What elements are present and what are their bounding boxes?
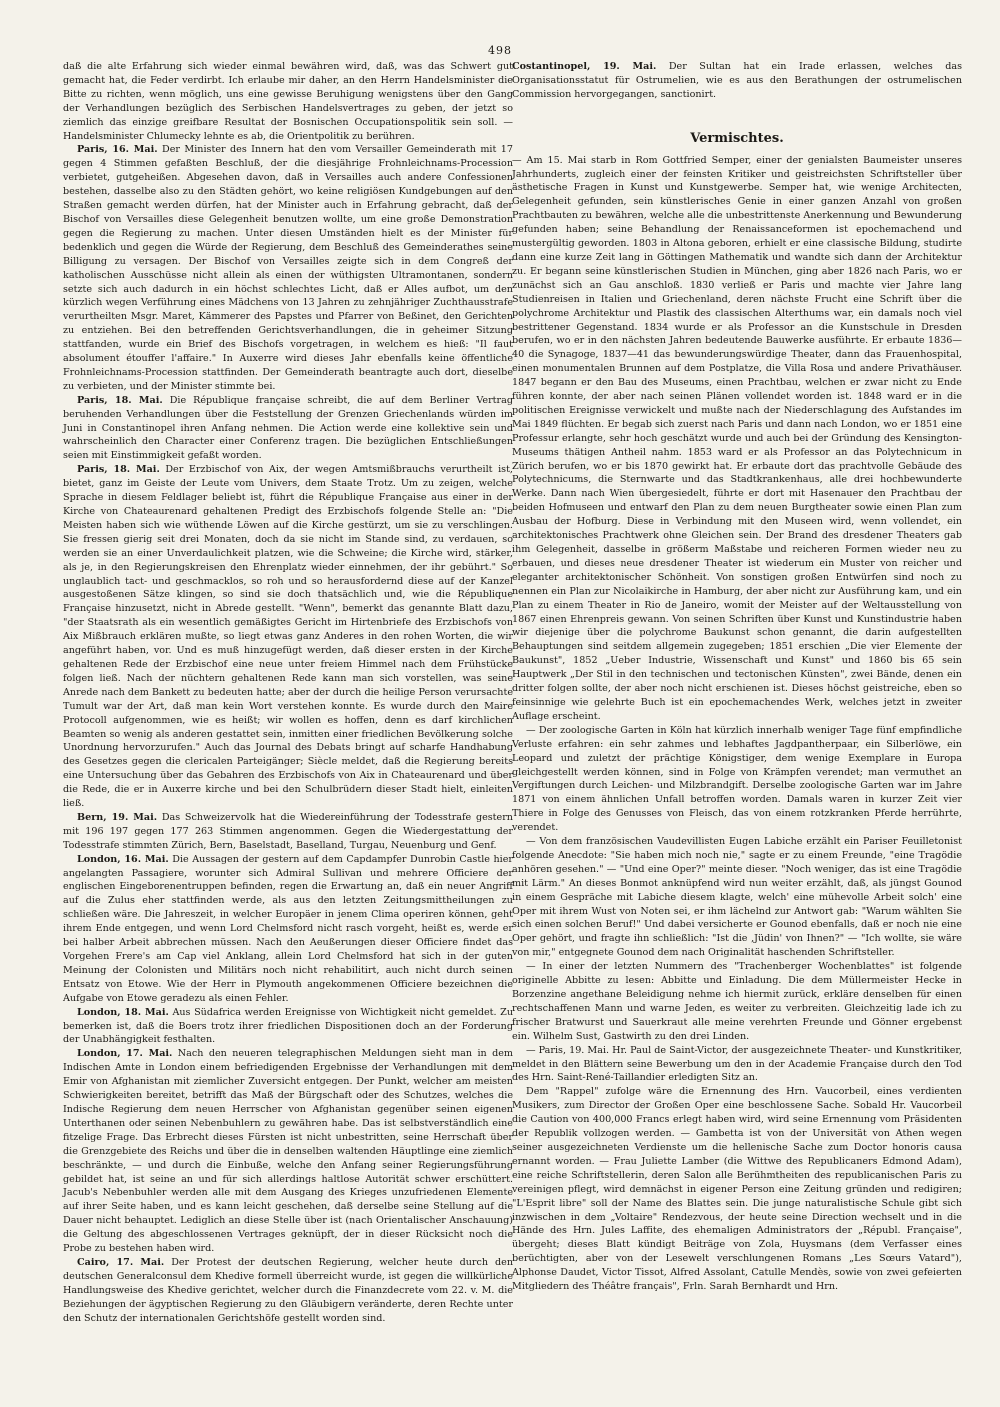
article-paragraph: Paris, 18. Mai. Die République française schreibt, die auf dem Berliner Vertrag beruhenden Verhandlungen über die Feststellung der Grenzen Griechenlands würden im Juni in Constantinopel ihren Anfang nehmen. Die Action werde eine kollektive sein und wahrscheinlich den Character einer Conferenz tragen. Die bezüglichen Entschließungen seien mit Einstimmigkeit gefaßt worden. [63, 394, 513, 462]
article-paragraph: Paris, 16. Mai. Der Minister des Innern hat den vom Versailler Gemeinderath mit 17 gegen 4 Stimmen gefaßten Beschluß, der die diesjährige Frohnleichnams-Procession verbietet, gutgeheißen. Abgesehen davon, daß in Versailles auch andere Confessionen bestehen, dasselbe also zu den Städten gehört, wo keine religiösen Kundgebungen auf den Straßen gemacht werden dürfen, hat der Minister auch in Erfahrung gebracht, daß der Bischof von Versailles diese Gelegenheit benutzen wollte, um eine große Demonstration gegen die Regierung zu machen. Unter diesen Umständen hielt es der Minister für bedenklich und gegen die Würde der Regierung, dem Beschluß des Gemeinderathes seine Billigung zu versagen. Der Bischof von Versailles zeigte sich in dem Congreß der katholischen Ausschüsse nicht allein als einen der wüthigsten Ultramontanen, sondern setzte sich auch dadurch in ein höchst schlechtes Licht, daß er Alles aufbot, um den kürzlich wegen Verführung eines Mädchens von 13 Jahren zu zehnjähriger Zuchthausstrafe verurtheilten Msgr. Maret, Kämmerer des Papstes und Pfarrer von Beßinet, den Gerichten zu entziehen. Bei den betreffenden Gerichtsverhandlungen, die in geheimer Sitzung stattfanden, wurde ein Brief des Bischofs vorgetragen, in welchem es hieß: "Il faut absolument étouffer l'affaire." In Auxerre wird dieses Jahr ebenfalls keine öffentliche Frohnleichnams-Procession stattfinden. Der Gemeinderath beantragte auch dort, dieselbe zu verbieten, und der Minister stimmte bei. [63, 144, 513, 392]
article-dateline: Bern, 19. Mai. [77, 811, 158, 823]
left-column [63, 60, 513, 1325]
miscellany-paragraph: Dem "Rappel" zufolge wäre die Ernennung des Hrn. Vaucorbeil, eines verdienten Musikers, zum Director der Großen Oper eine beschlossene Sache. Sobald Hr. Vaucorbeil die Caution von 400,000 Francs erlegt haben wird, wird seine Ernennung vom Präsidenten der Republik vollzogen werden. — Gambetta ist von der Universität von Athen wegen seiner ausgezeichneten Verdienste um die hellenische Sache zum Doctor honoris causa ernannt worden. — Frau Juliette Lamber (die Wittwe des Republicaners Edmond Adam), eine reiche Schriftstellerin, deren Salon alle Berühmtheiten des republicanischen Paris zu vereinigen pflegt, wird demnächst in eigener Person eine Zeitung gründen und redigiren; "L'Esprit libre" soll der Name des Blattes sein. Die junge naturalistische Schule gibt sich inzwischen in dem „Voltaire" Rendezvous, der heute seine Direction wechselt und in die Hände des Hrn. Jules Laffite, des ehemaligen Administrators der „Républ. Française", übergeht; dieses Blatt kündigt Beiträge von Zola, Huysmans (dem Verfasser eines berüchtigten, aber von der Lesewelt verschlungenen Romans „Les Sœurs Vatard"), Alphonse Daudet, Victor Tissot, Alfred Assolant, Catulle Mendès, sowie von zwei gefeierten Mitgliedern des Théâtre français", Frln. Sarah Bernhardt und Hrn. [512, 1086, 962, 1293]
article-paragraph: Cairo, 17. Mai. Der Protest der deutschen Regierung, welcher heute durch den deutschen Generalconsul dem Khedive formell überreicht wurde, ist gegen die willkürliche Handlungsweise des Khedive gerichtet, welcher durch die Finanzdecrete vom 22. v. M. die Beziehungen der ägyptischen Regierung zu den Gläubigern veränderte, deren Rechte unter den Schutz der internationalen Gerichtshöfe gestellt worden sind. [63, 1256, 513, 1324]
section-heading: Vermischtes. [690, 130, 784, 146]
miscellany-paragraph: — Von dem französischen Vaudevillisten Eugen Labiche erzählt ein Pariser Feuilletonist folgende Anecdote: "Sie haben mich noch nie," sagte er zu einem Freunde, "eine Tragödie anhören gesehen." — "Und eine Oper?" meinte dieser. "Noch weniger, das ist eine Tragödie mit Lärm." An dieses Bonmot anknüpfend wird nun weiter erzählt, daß, als jüngst Gounod in einem Gespräche mit Labiche diesem klagte, welch' eine mühevolle Arbeit solch' eine Oper mit ihrem Wust von Noten sei, er ihm lächelnd zur Antwort gab: "Warum wählten Sie sich einen solchen Beruf!" Und dabei versicherte er Gounod ebenfalls, daß er noch nie eine Oper gehört, und fragte ihn schließlich: "Ist die ‚Jüdin' von Ihnen?" — "Ich wollte, sie wäre von mir," entgegnete Gounod dem nach Originalität haschenden Schriftsteller. [512, 836, 962, 959]
article-dateline: London, 17. Mai. [77, 1048, 173, 1060]
article-dateline: Paris, 18. Mai. [77, 394, 163, 406]
page-number: 498 [488, 44, 512, 57]
article-paragraph: Paris, 18. Mai. Der Erzbischof von Aix, der wegen Amtsmißbrauchs verurtheilt ist, bietet, ganz im Geiste der Leute vom Univers, dem Staate Trotz. Um zu zeigen, welche Sprache in diesem Feldlager beliebt ist, führt die République Française aus einer in der Kirche von Chateaurenard gehaltenen Predigt des Erzbischofs folgende Stelle an: "Die Meisten haben sich wie wüthende Löwen auf die Kirche gestürzt, um sie zu verschlingen. Sie fressen gierig seit drei Monaten, doch da sie nicht im Stande sind, zu verdauen, so werden sie an einer Unverdaulichkeit platzen, wie die Schweine; die Kirche wird, stärker, als je, in den Regierungskreisen den Ehrenplatz wieder einnehmen, der ihr gebührt." So unglaublich tact- und geschmacklos, so roh und so herausfordernd diese auf der Kanzel ausgestoßenen Sätze klingen, so sind sie doch thatsächlich und, wie die République Française hinzusetzt, nicht in Abrede gestellt. "Wenn", bemerkt das genannte Blatt dazu, "der Staatsrath als ein wesentlich gemäßigtes Gericht im Hirtenbriefe des Erzbischofs von Aix Mißbrauch erklären mußte, so liegt etwas ganz Anderes in den rohen Worten, die wir angeführt haben, vor. Und es muß hinzugefügt werden, daß dieser ersten in der Kirche gehaltenen Rede der Erzbischof eine neue unter freiem Himmel nach dem Frühstücke folgen ließ. Nach der nüchtern gehaltenen Rede kann man sich vorstellen, was seine Anrede nach dem Bankett zu bedeuten hatte; aber der durch die heilige Person verursachte Tumult war der Art, daß man kein Wort verstehen konnte. Es wurde durch den Maire Protocoll aufgenommen, wie es heißt; wir wollen es hoffen, denn es darf kirchlichen Beamten so wenig als anderen gestattet sein, inmitten einer friedlichen Bevölkerung solche Unordnung hervorzurufen." Auch das Journal des Debats bringt auf scharfe Handhabung des Gesetzes gegen die clericalen Parteigänger; Siècle meldet, daß die Regierung bereits eine Untersuchung über das Gebahren des Erzbischofs von Aix in Chateaurenard und über die Rede, die er in Auxerre kirche und bei den Schulbrüdern dieser Stadt hielt, einleiten ließ. [63, 464, 513, 810]
article-dateline: Cairo, 17. Mai. [77, 1256, 165, 1268]
miscellany-paragraph: — Der zoologische Garten in Köln hat kürzlich innerhalb weniger Tage fünf empfindliche Verluste erfahren: ein sehr zahmes und lebhaftes Jagdpantherpaar, ein Silberlöwe, ein Leopard und zuletzt der prächtige Königstiger, dem wenige Exemplare in Europa gleichgestellt werden können, sind in Folge von Krämpfen verendet; man vermuthet an Vergiftungen durch Leichen- und Milzbrandgift. Derselbe zoologische Garten war im Jahre 1871 von einem ähnlichen Unfall betroffen worden. Damals waren in kurzer Zeit vier Thiere in Folge des Genusses von Fleisch, das von einem rotzkranken Pferde herrührte, verendet. [512, 724, 962, 834]
article-paragraph: Bern, 19. Mai. Das Schweizervolk hat die Wiedereinführung der Todesstrafe gestern mit 196 197 gegen 177 263 Stimmen angenommen. Gegen die Wiedergestattung der Todesstrafe stimmten Zürich, Bern, Baselstadt, Baselland, Turgau, Neuenburg und Genf. [63, 811, 513, 851]
article-paragraph: daß die alte Erfahrung sich wieder einmal bewähren wird, daß, was das Schwert gut gemacht hat, die Feder verdirbt. Ich erlaube mir daher, an den Herrn Handelsminister die Bitte zu richten, wenn möglich, uns eine gewisse Beruhigung wenigstens über den Gang der Verhandlungen bezüglich des Serbischen Handelsvertrages zu geben, der jetzt so ziemlich das einzige greifbare Resultat der Bosnischen Occupationspolitik sein soll. — Handelsminister Chlumecky lehnte es ab, die Orientpolitik zu berühren. [63, 61, 513, 142]
article-dateline: London, 16. Mai. [77, 853, 169, 865]
article-dateline: London, 18. Mai. [77, 1006, 169, 1018]
article-paragraph: Costantinopel, 19. Mai. Der Sultan hat ein Irade erlassen, welches das Organisationsstatut für Ostrumelien, wie es aus den Berathungen der ostrumelischen Commission hervorgegangen, sanctionirt. [512, 61, 962, 100]
miscellany-paragraph: — Paris, 19. Mai. Hr. Paul de Saint-Victor, der ausgezeichnete Theater- und Kunstkritiker, meldet in den Blättern seine Bewerbung um den in der Academie Française durch den Tod des Hrn. Saint-René-Taillandier erledigten Sitz an. [512, 1044, 962, 1084]
article-dateline: Paris, 16. Mai. [77, 144, 158, 156]
article-dateline: Costantinopel, 19. Mai. [512, 61, 657, 72]
article-paragraph: London, 17. Mai. Nach den neueren telegraphischen Meldungen sieht man in dem Indischen Amte in London einem befriedigenden Ergebnisse der Verhandlungen mit dem Emir von Afghanistan mit ziemlicher Zuversicht entgegen. Der Punkt, welcher am meisten Schwierigkeiten bereitet, betrifft das Maß der Bürgschaft oder des Schutzes, welches die Indische Regierung dem neuen Herrscher von Afghanistan gegenüber seinen eigenen Unterthanen oder seinen Nebenbuhlern zu gewähren habe. Das ist selbstverständlich eine fitzelige Frage. Das Erbrecht dieses Fürsten ist nicht unbestritten, seine Herrschaft über die Grenzgebiete des Reichs und über die in denselben waltenden Häuptlinge eine ziemlich beschränkte, — und durch die Einbuße, welche den Anfang seiner Regierungsführung gebildet hat, ist seine an und für sich allerdings haltlose Autorität schwer erschüttert. Jacub's Nebenbuhler werden alle mit dem Ausgang des Krieges unzufriedenen Elemente auf ihrer Seite haben, und es kann leicht geschehen, daß derselbe seine Stellung auf die Dauer nicht behauptet. Lediglich an diese Stelle über ist (nach Orientalischer Anschauung) die Geltung des abgeschlossenen Vertrages geknüpft, der in dieser Rücksicht noch die Probe zu bestehen haben wird. [63, 1048, 513, 1255]
miscellany-paragraph: — In einer der letzten Nummern des "Trachenberger Wochenblattes" ist folgende originelle Abbitte zu lesen: Abbitte und Einladung. Die dem Müllermeister Hecke in Borzenzine angethane Beleidigung nehme ich hiermit zurück, erkläre denselben für einen rechtschaffenen Mann und warne Jeden, es weiter zu verbreiten. Gleichzeitig lade ich zu frischer Bratwurst und Sauerkraut alle meine verehrten Freunde und Gönner ergebenst ein. Wilhelm Sust, Gastwirth zu den drei Linden. [512, 961, 962, 1042]
article-paragraph: London, 18. Mai. Aus Südafrica werden Ereignisse von Wichtigkeit nicht gemeldet. Zu bemerken ist, daß die Boers trotz ihrer friedlichen Dispositionen doch an der Forderung der Unabhängigkeit festhalten. [63, 1006, 513, 1046]
right-column [512, 60, 962, 1294]
article-dateline: Paris, 18. Mai. [77, 464, 160, 476]
article-paragraph: London, 16. Mai. Die Aussagen der gestern auf dem Capdampfer Dunrobin Castle hier angelangten Passagiere, worunter sich Admiral Sullivan und mehrere Officiere der englischen Eingeborenentruppen befinden, regen die Erwartung an, daß ein neuer Angriff auf die Zulus eher stattfinden werde, als aus den letzten Zeitungsmittheilungen zu schließen wäre. Die Jahreszeit, in welcher Europäer in jenem Clima operiren können, geht ihrem Ende entgegen, und wenn Lord Chelmsford nicht rasch vorgeht, heißt es, werde er bei halber Arbeit abbrechen müssen. Nach den Aeußerungen dieser Officiere findet das Vorgehen Frere's am Cap viel Anklang, allein Lord Chelmsford hat sich in der guten Meinung der Colonisten und Militärs noch nicht rehabilitirt, auch nicht durch seinen Entsatz von Etowe. Wie der Herr in Plymouth angekommenen Officiere bezeichnen die Aufgabe von Etowe geradezu als einen Fehler. [63, 853, 513, 1004]
miscellany-paragraph: — Am 15. Mai starb in Rom Gottfried Semper, einer der genialsten Baumeister unseres Jahrhunderts, zugleich einer der feinsten Kritiker und geistreichsten Schriftsteller über ästhetische Fragen in Kunst und Kunstgewerbe. Semper hat, wie wenige Architecten, Gelegenheit gefunden, sein künstlerisches Genie in einer ganzen Anzahl von großen Prachtbauten zu bewähren, welche alle die unbestrittenste Anerkennung und Bewunderung gefunden haben; seine Behandlung der Renaissanceformen ist epochemachend und mustergültig geworden. 1803 in Altona geboren, erhielt er eine classische Bildung, studirte dann eine kurze Zeit lang in Göttingen Mathematik und wandte sich dann der Architektur zu. Er begann seine künstlerischen Studien in München, ging aber 1826 nach Paris, wo er zunächst sich an Gau anschloß. 1830 verließ er Paris und machte vier Jahre lang Studienreisen in Italien und Griechenland, deren nächste Frucht eine Schrift über die polychrome Architektur und Plastik des classischen Alterthums war, ein damals noch viel bestrittener Gegenstand. 1834 wurde er als Professor an die Kunstschule in Dresden berufen, wo er in den nächsten Jahren bedeutende Bauwerke ausführte. Er erbaute 1836—40 die Synagoge, 1837—41 das bewunderungswürdige Theater, dann das Frauenhospital, einen monumentalen Brunnen auf dem Postplatze, die Villa Rosa und andere Privathäuser. 1847 begann er den Bau des Museums, einen Prachtbau, welchen er zwar nicht zu Ende führen konnte, der aber nach seinen Plänen vollendet worden ist. 1848 ward er in die politischen Ereignisse verwickelt und mußte nach der Niederschlagung des Aufstandes im Mai 1849 flüchten. Er begab sich zuerst nach Paris und dann nach London, wo er 1851 eine Professur erlangte, sehr hoch geschätzt wurde und auch bei der Gründung des Kensington-Museums thätigen Antheil nahm. 1853 ward er als Professor an das Polytechnicum in Zürich berufen, wo er bis 1870 gewirkt hat. Er erbaute dort das prachtvolle Gebäude des Polytechnicums, die Sternwarte und das Stadtkrankenhaus, alle drei hochbewunderte Werke. Dann nach Wien übergesiedelt, führte er dort mit Hasenauer den Prachtbau der beiden Hofmuseen und entwarf den Plan zu dem neuen Burgtheater sowie einen Plan zum Ausbau der Hofburg. Diese in Verbindung mit den Museen wird, wenn vollendet, ein architektonisches Prachtwerk ohne Gleichen sein. Der Brand des dresdener Theaters gab ihm Gelegenheit, dasselbe in größerm Maßstabe und reicheren Formen wieder neu zu erbauen, und dieses neue dresdener Theater ist wiederum ein Muster von reicher und eleganter architektonischer Schönheit. Von sonstigen großen Entwürfen sind noch zu nennen ein Plan zur Nicolaikirche in Hamburg, der aber nicht zur Ausführung kam, und ein Plan zu einem Theater in Rio de Janeiro, womit der Meister auf der Weltausstellung von 1867 einen Ehrenpreis gewann. Von seinen Schriften über Kunst und Kunstindustrie haben wir diejenige über die polychrome Baukunst schon genannt, die darin aufgestellten Behauptungen sind seitdem allgemein zugegeben; 1851 erschien „Die vier Elemente der Baukunst", 1852 „Ueber Industrie, Wissenschaft und Kunst" und 1860 bis 65 sein Hauptwerk „Der Stil in den technischen und tectonischen Künsten", zwei Bände, denen ein dritter folgen sollte, der aber noch nicht erschienen ist. Dieses höchst geistreiche, eben so feinsinnige wie gelehrte Buch ist ein epochemachendes Werk, welches jetzt in zweiter Auflage erscheint. [512, 154, 962, 722]
